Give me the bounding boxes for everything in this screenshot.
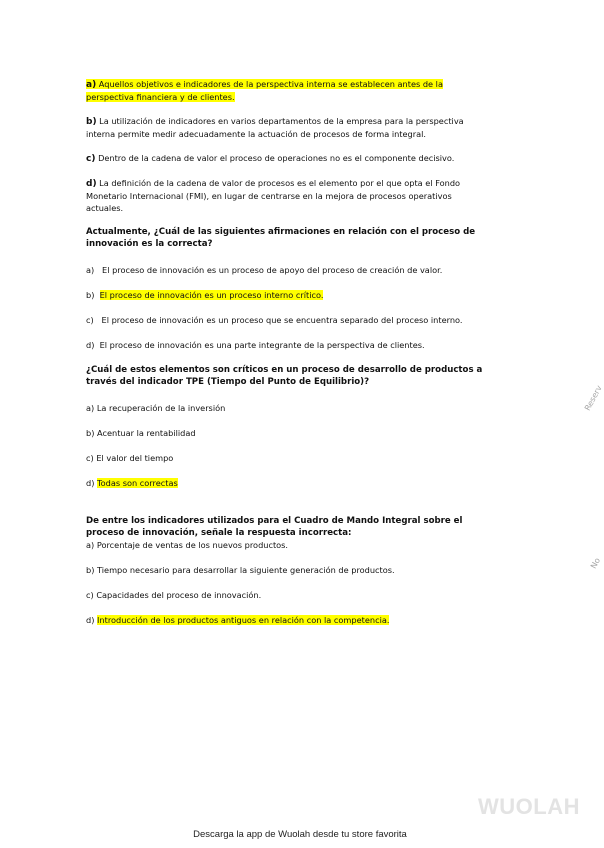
option-prev-c: c) Dentro de la cadena de valor el proceso de operaciones no es el componente decisivo.: [86, 153, 455, 164]
side-watermark-bottom: No: [589, 556, 603, 571]
q3-option-c: c) Capacidades del proceso de innovación.: [86, 590, 262, 600]
wuolah-logo: WUOLAH: [478, 794, 580, 819]
side-watermark-top: Reserv: [583, 383, 604, 413]
option-prev-d: d) La definición de la cadena de valor de procesos es el elemento por el que opta el Fondo Monetario Internacional (FMI), en lugar de centrarse en la mejora de procesos operativos actuales.: [86, 178, 461, 213]
option-prev-b: b) La utilización de indicadores en varios departamentos de la empresa para la perspectiva interna permite medir adecuadamente la actuación de procesos de forma integral.: [86, 116, 464, 139]
q1-option-c: c) El proceso de innovación es un proceso que se encuentra separado del proceso interno.: [86, 315, 463, 325]
question-2: ¿Cuál de estos elementos son críticos en un proceso de desarrollo de productos a través del indicador TPE (Tiempo del Punto de Equilibrio)?: [86, 365, 483, 387]
q3-option-a: a) Porcentaje de ventas de los nuevos productos.: [86, 540, 289, 550]
q2-option-d: d) Todas son correctas: [86, 478, 178, 488]
question-3: De entre los indicadores utilizados para el Cuadro de Mando Integral sobre el proceso de innovación, señale la respuesta incorrecta:: [86, 516, 463, 538]
q2-option-c: c) El valor del tiempo: [86, 453, 174, 463]
q1-option-d: d) El proceso de innovación es una parte integrante de la perspectiva de clientes.: [86, 340, 425, 350]
option-prev-a: a) Aquellos objetivos e indicadores de la perspectiva interna se establecen antes de la perspectiva financiera y de clientes.: [86, 79, 443, 102]
q2-option-b: b) Acentuar la rentabilidad: [86, 428, 196, 438]
q1-option-b: b) El proceso de innovación es un proceso interno crítico.: [86, 290, 324, 300]
q3-option-b: b) Tiempo necesario para desarrollar la siguiente generación de productos.: [86, 565, 395, 575]
q2-option-a: a) La recuperación de la inversión: [86, 403, 226, 413]
document-body: [86, 78, 486, 626]
footer-text: Descarga la app de Wuolah desde tu store favorita: [193, 829, 407, 840]
q1-option-a: a) El proceso de innovación es un proceso de apoyo del proceso de creación de valor.: [86, 265, 443, 275]
q3-option-d: d) Introducción de los productos antiguos en relación con la competencia.: [86, 615, 390, 625]
question-1: Actualmente, ¿Cuál de las siguientes afirmaciones en relación con el proceso de innovación es la correcta?: [86, 227, 476, 249]
